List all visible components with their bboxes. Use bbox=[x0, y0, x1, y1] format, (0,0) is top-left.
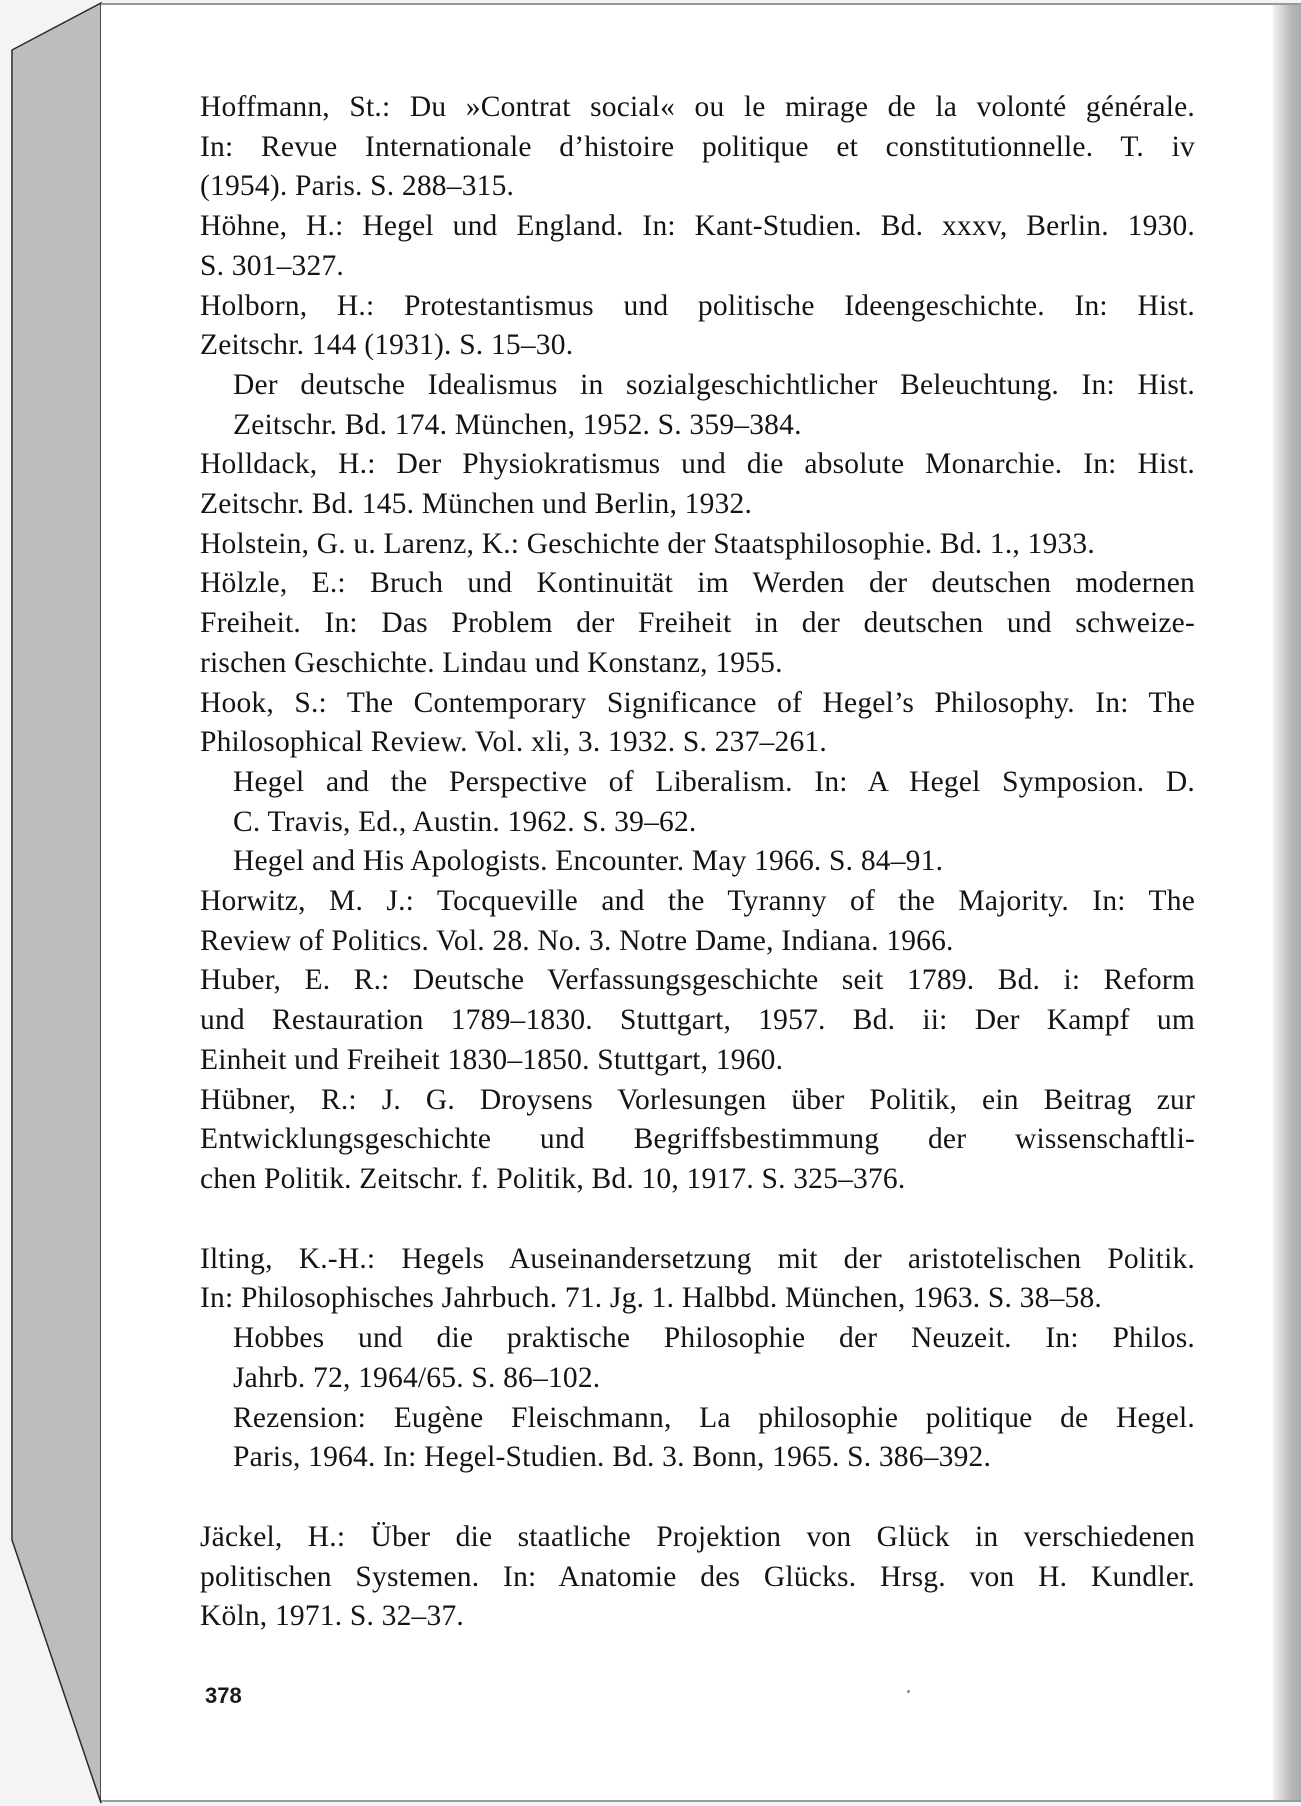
bibliography-entry bbox=[200, 882, 1195, 961]
entry-line: Entwicklungsgeschichte und Begriffsbestimmung der wissenschaftli- bbox=[200, 1123, 1195, 1156]
bibliography-subentry bbox=[200, 366, 1195, 445]
entry-line: Zeitschr. Bd. 174. München, 1952. S. 359–384. bbox=[233, 408, 802, 441]
entry-line: In: Revue Internationale d’histoire politique et constitutionnelle. T. iv bbox=[200, 130, 1195, 163]
entry-line: Hoffmann, St.: Du »Contrat social« ou le mirage de la volonté générale. bbox=[200, 91, 1195, 123]
bibliography-section-j bbox=[200, 1518, 1195, 1637]
entry-line: rischen Geschichte. Lindau und Konstanz, 1955. bbox=[200, 646, 783, 679]
entry-line: Rezension: Eugène Fleischmann, La philosophie politique de Hegel. bbox=[233, 1401, 1195, 1434]
entry-line: Hobbes und die praktische Philosophie der Neuzeit. In: Philos. bbox=[233, 1322, 1195, 1355]
entry-line: Jäckel, H.: Über die staatliche Projektion von Glück in verschiedenen bbox=[200, 1520, 1195, 1553]
entry-line: Jahrb. 72, 1964/65. S. 86–102. bbox=[233, 1361, 601, 1394]
bibliography-entry bbox=[200, 525, 1195, 565]
entry-line: Köln, 1971. S. 32–37. bbox=[200, 1600, 464, 1633]
entry-line: Philosophical Review. Vol. xli, 3. 1932. S. 237–261. bbox=[200, 726, 827, 759]
bibliography-section-h bbox=[200, 88, 1195, 1200]
entry-line: Hübner, R.: J. G. Droysens Vorlesungen über Politik, ein Beitrag zur bbox=[200, 1083, 1195, 1116]
entry-line: und Restauration 1789–1830. Stuttgart, 1957. Bd. ii: Der Kampf um bbox=[200, 1004, 1195, 1037]
bibliography-entry bbox=[200, 207, 1195, 286]
entry-line: Paris, 1964. In: Hegel-Studien. Bd. 3. Bonn, 1965. S. 386–392. bbox=[233, 1441, 992, 1474]
bibliography-entry bbox=[200, 1518, 1195, 1637]
entry-line: Holborn, H.: Protestantismus und politische Ideengeschichte. In: Hist. bbox=[200, 289, 1195, 322]
bibliography-section-i bbox=[200, 1240, 1195, 1478]
section-gap bbox=[200, 1478, 1195, 1518]
bibliography bbox=[200, 88, 1195, 1637]
page-number: 378 bbox=[205, 1683, 242, 1708]
entry-line: Höhne, H.: Hegel und England. In: Kant-Studien. Bd. xxxv, Berlin. 1930. bbox=[200, 210, 1195, 243]
entry-line: Horwitz, M. J.: Tocqueville and the Tyranny of the Majority. In: The bbox=[200, 885, 1195, 918]
entry-line: Holldack, H.: Der Physiokratismus und die absolute Monarchie. In: Hist. bbox=[200, 448, 1195, 481]
entry-line: Huber, E. R.: Deutsche Verfassungsgeschichte seit 1789. Bd. i: Reform bbox=[200, 964, 1195, 997]
page-edge-shadow bbox=[1273, 3, 1301, 1802]
book-spine bbox=[0, 0, 102, 1806]
bibliography-subentry bbox=[200, 842, 1195, 882]
bibliography-subentry bbox=[200, 763, 1195, 842]
entry-line: Hegel and His Apologists. Encounter. May 1966. S. 84–91. bbox=[233, 845, 944, 878]
entry-line: Einheit und Freiheit 1830–1850. Stuttgart, 1960. bbox=[200, 1043, 784, 1076]
bibliography-entry bbox=[200, 1081, 1195, 1200]
entry-line: S. 301–327. bbox=[200, 249, 344, 282]
entry-line: Review of Politics. Vol. 28. No. 3. Notre Dame, Indiana. 1966. bbox=[200, 924, 954, 957]
entry-line: chen Politik. Zeitschr. f. Politik, Bd. 10, 1917. S. 325–376. bbox=[200, 1162, 906, 1195]
print-speck bbox=[907, 1690, 910, 1693]
entry-line: Holstein, G. u. Larenz, K.: Geschichte der Staatsphilosophie. Bd. 1., 1933. bbox=[200, 527, 1095, 560]
entry-line: Zeitschr. 144 (1931). S. 15–30. bbox=[200, 329, 574, 362]
bibliography-entry bbox=[200, 1240, 1195, 1319]
entry-line: Ilting, K.-H.: Hegels Auseinandersetzung mit der aristotelischen Politik. bbox=[200, 1242, 1195, 1275]
section-gap bbox=[200, 1200, 1195, 1240]
bibliography-subentry bbox=[200, 1399, 1195, 1478]
entry-line: Hook, S.: The Contemporary Significance of Hegel’s Philosophy. In: The bbox=[200, 686, 1195, 719]
bibliography-entry bbox=[200, 684, 1195, 763]
bibliography-entry bbox=[200, 445, 1195, 524]
bibliography-entry bbox=[200, 564, 1195, 683]
entry-line: (1954). Paris. S. 288–315. bbox=[200, 170, 515, 203]
entry-line: C. Travis, Ed., Austin. 1962. S. 39–62. bbox=[233, 805, 697, 838]
entry-line: Der deutsche Idealismus in sozialgeschichtlicher Beleuchtung. In: Hist. bbox=[233, 368, 1195, 401]
bibliography-entry bbox=[200, 88, 1195, 207]
book-spine-face bbox=[12, 3, 101, 1803]
entry-line: politischen Systemen. In: Anatomie des Glücks. Hrsg. von H. Kundler. bbox=[200, 1560, 1195, 1593]
entry-line: Zeitschr. Bd. 145. München und Berlin, 1932. bbox=[200, 488, 753, 521]
entry-line: Freiheit. In: Das Problem der Freiheit in der deutschen und schweize- bbox=[200, 607, 1195, 640]
entry-line: Hölzle, E.: Bruch und Kontinuität im Werden der deutschen modernen bbox=[200, 567, 1195, 600]
entry-line: In: Philosophisches Jahrbuch. 71. Jg. 1. Halbbd. München, 1963. S. 38–58. bbox=[200, 1282, 1103, 1315]
bibliography-subentry bbox=[200, 1319, 1195, 1398]
entry-line: Hegel and the Perspective of Liberalism. In: A Hegel Symposion. D. bbox=[233, 765, 1195, 798]
bibliography-entry bbox=[200, 287, 1195, 366]
bibliography-entry bbox=[200, 961, 1195, 1080]
